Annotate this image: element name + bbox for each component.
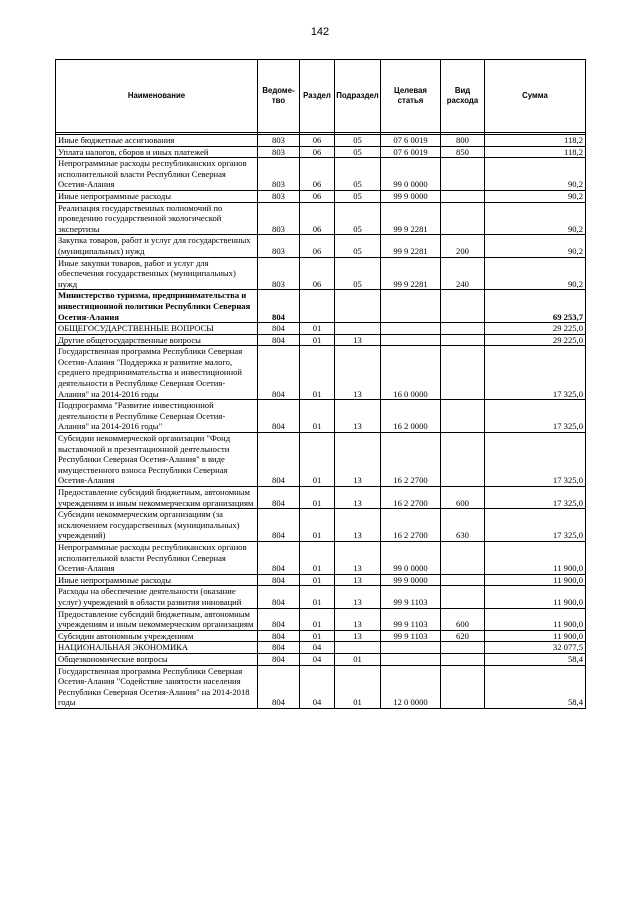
cell-target: 99 9 1103 [381, 586, 441, 608]
cell-section: 04 [300, 665, 335, 708]
cell-target: 99 0 0000 [381, 541, 441, 574]
cell-sum: 11 900,0 [485, 574, 586, 586]
cell-dept: 803 [258, 257, 300, 290]
cell-section: 06 [300, 135, 335, 147]
cell-target [381, 334, 441, 346]
cell-name: Расходы на обеспечение деятельности (оказание услуг) учреждений в области развития инноваций [56, 586, 258, 608]
cell-name: Предоставление субсидий бюджетным, автономным учреждениям и иным некоммерческим организациям [56, 608, 258, 630]
cell-dept: 803 [258, 158, 300, 191]
cell-exptype [441, 190, 485, 202]
cell-sum: 29 225,0 [485, 334, 586, 346]
cell-subsection: 13 [335, 541, 381, 574]
cell-subsection: 13 [335, 346, 381, 400]
cell-subsection: 01 [335, 665, 381, 708]
cell-dept: 804 [258, 509, 300, 542]
cell-dept: 804 [258, 665, 300, 708]
table-row [56, 146, 586, 158]
table-body [56, 135, 586, 709]
header-target: Целевая статья [381, 60, 441, 133]
cell-exptype: 800 [441, 135, 485, 147]
cell-name: Субсидии некоммерческой организации "Фонд выставочной и презентационной деятельности Республики Северная Осетия-Алания" в виде имущественного взноса Республики Северная Осетия-Алания [56, 433, 258, 487]
header-exptype: Вид расхода [441, 60, 485, 133]
table-row [56, 323, 586, 335]
cell-exptype: 200 [441, 235, 485, 257]
cell-section: 04 [300, 642, 335, 654]
cell-dept: 804 [258, 433, 300, 487]
cell-dept: 804 [258, 334, 300, 346]
table-row [56, 190, 586, 202]
cell-section: 06 [300, 158, 335, 191]
cell-exptype [441, 433, 485, 487]
table-row [56, 574, 586, 586]
cell-section: 01 [300, 574, 335, 586]
cell-target: 99 9 0000 [381, 190, 441, 202]
cell-exptype [441, 334, 485, 346]
cell-subsection: 05 [335, 135, 381, 147]
table-row [56, 586, 586, 608]
cell-subsection: 13 [335, 586, 381, 608]
cell-sum: 17 325,0 [485, 346, 586, 400]
cell-sum: 17 325,0 [485, 509, 586, 542]
cell-target: 99 9 0000 [381, 574, 441, 586]
table-row [56, 433, 586, 487]
cell-sum: 17 325,0 [485, 433, 586, 487]
cell-dept: 804 [258, 400, 300, 433]
cell-subsection: 13 [335, 630, 381, 642]
cell-exptype [441, 202, 485, 235]
cell-target: 99 9 2281 [381, 235, 441, 257]
cell-section: 01 [300, 400, 335, 433]
cell-sum: 69 253,7 [485, 290, 586, 323]
cell-dept: 804 [258, 346, 300, 400]
cell-section: 01 [300, 586, 335, 608]
cell-subsection: 05 [335, 235, 381, 257]
cell-subsection: 13 [335, 334, 381, 346]
cell-name: Иные непрограммные расходы [56, 190, 258, 202]
cell-subsection: 05 [335, 202, 381, 235]
cell-section: 01 [300, 433, 335, 487]
cell-section: 01 [300, 630, 335, 642]
cell-dept: 804 [258, 653, 300, 665]
table-row [56, 509, 586, 542]
cell-target: 12 0 0000 [381, 665, 441, 708]
cell-target: 16 2 2700 [381, 487, 441, 509]
cell-section: 01 [300, 608, 335, 630]
cell-section: 01 [300, 541, 335, 574]
cell-exptype [441, 642, 485, 654]
cell-name: Предоставление субсидий бюджетным, автономным учреждениям и иным некоммерческим организациям [56, 487, 258, 509]
cell-name: Уплата налогов, сборов и иных платежей [56, 146, 258, 158]
cell-exptype: 240 [441, 257, 485, 290]
table-row [56, 158, 586, 191]
header-dept: Ведоме-тво [258, 60, 300, 133]
cell-section: 06 [300, 257, 335, 290]
cell-name: ОБЩЕГОСУДАРСТВЕННЫЕ ВОПРОСЫ [56, 323, 258, 335]
cell-name: Закупка товаров, работ и услуг для государственных (муниципальных) нужд [56, 235, 258, 257]
table-row [56, 653, 586, 665]
cell-sum: 11 900,0 [485, 541, 586, 574]
cell-exptype: 630 [441, 509, 485, 542]
cell-subsection: 13 [335, 574, 381, 586]
cell-name: НАЦИОНАЛЬНАЯ ЭКОНОМИКА [56, 642, 258, 654]
table-row [56, 630, 586, 642]
cell-exptype [441, 574, 485, 586]
cell-section [300, 290, 335, 323]
cell-sum: 90,2 [485, 235, 586, 257]
cell-dept: 803 [258, 135, 300, 147]
page-number: 142 [310, 26, 330, 38]
cell-sum: 17 325,0 [485, 487, 586, 509]
cell-dept: 804 [258, 487, 300, 509]
cell-target: 99 9 2281 [381, 257, 441, 290]
table-row [56, 202, 586, 235]
cell-target: 99 9 2281 [381, 202, 441, 235]
cell-section: 01 [300, 323, 335, 335]
cell-sum: 11 900,0 [485, 608, 586, 630]
cell-section: 04 [300, 653, 335, 665]
table-row [56, 235, 586, 257]
cell-sum: 17 325,0 [485, 400, 586, 433]
cell-sum: 90,2 [485, 190, 586, 202]
cell-name: Субсидии автономным учреждениям [56, 630, 258, 642]
cell-dept: 804 [258, 608, 300, 630]
cell-sum: 58,4 [485, 653, 586, 665]
cell-subsection: 13 [335, 608, 381, 630]
cell-name: Иные бюджетные ассигнования [56, 135, 258, 147]
table-row [56, 665, 586, 708]
cell-exptype [441, 586, 485, 608]
header-subsection: Подраздел [335, 60, 381, 133]
cell-target [381, 653, 441, 665]
cell-name: Подпрограмма "Развитие инвестиционной деятельности в Республике Северная Осетия-Алания" на 2014-2016 годы" [56, 400, 258, 433]
cell-section: 06 [300, 190, 335, 202]
cell-target: 16 0 0000 [381, 346, 441, 400]
cell-exptype [441, 541, 485, 574]
cell-section: 06 [300, 202, 335, 235]
cell-sum: 118,2 [485, 146, 586, 158]
cell-sum: 90,2 [485, 257, 586, 290]
cell-target: 99 0 0000 [381, 158, 441, 191]
cell-section: 06 [300, 235, 335, 257]
cell-subsection: 05 [335, 190, 381, 202]
cell-exptype [441, 653, 485, 665]
cell-name: Государственная программа Республики Северная Осетия-Алания "Поддержка и развитие малого, среднего предпринимательства и инвестиционной деятельности в Республике Северная Осетия-Алания" на 2014-2016 годы [56, 346, 258, 400]
cell-target: 16 2 2700 [381, 509, 441, 542]
cell-subsection: 05 [335, 158, 381, 191]
cell-exptype: 850 [441, 146, 485, 158]
cell-exptype: 600 [441, 608, 485, 630]
cell-dept: 804 [258, 586, 300, 608]
cell-name: Государственная программа Республики Северная Осетия-Алания "Содействие занятости населения Республики Северная Осетия-Алания" на 2014-2018 годы [56, 665, 258, 708]
cell-sum: 118,2 [485, 135, 586, 147]
cell-name: Иные закупки товаров, работ и услуг для обеспечения государственных (муниципальных) нужд [56, 257, 258, 290]
table-row [56, 487, 586, 509]
cell-sum: 32 077,5 [485, 642, 586, 654]
cell-target: 99 9 1103 [381, 608, 441, 630]
cell-subsection: 05 [335, 146, 381, 158]
cell-subsection: 13 [335, 509, 381, 542]
cell-name: Иные непрограммные расходы [56, 574, 258, 586]
cell-dept: 804 [258, 574, 300, 586]
cell-subsection [335, 290, 381, 323]
cell-subsection [335, 323, 381, 335]
cell-dept: 804 [258, 290, 300, 323]
cell-target: 99 9 1103 [381, 630, 441, 642]
cell-name: Общеэкономические вопросы [56, 653, 258, 665]
cell-dept: 803 [258, 190, 300, 202]
cell-exptype [441, 400, 485, 433]
table-row [56, 541, 586, 574]
cell-subsection: 01 [335, 653, 381, 665]
cell-exptype: 600 [441, 487, 485, 509]
cell-name: Другие общегосударственные вопросы [56, 334, 258, 346]
cell-name: Непрограммные расходы республиканских органов исполнительной власти Республики Северная Осетия-Алания [56, 541, 258, 574]
cell-sum: 11 900,0 [485, 630, 586, 642]
table-row [56, 642, 586, 654]
table-row [56, 257, 586, 290]
cell-dept: 803 [258, 146, 300, 158]
cell-target: 07 6 0019 [381, 135, 441, 147]
cell-subsection [335, 642, 381, 654]
cell-section: 01 [300, 334, 335, 346]
header-name: Наименование [56, 60, 258, 133]
cell-target [381, 642, 441, 654]
table-row [56, 608, 586, 630]
cell-exptype [441, 665, 485, 708]
cell-exptype: 620 [441, 630, 485, 642]
cell-name: Реализация государственных полномочий по проведению государственной экологической экспертизы [56, 202, 258, 235]
table-header-row [56, 60, 586, 133]
cell-target: 16 2 0000 [381, 400, 441, 433]
cell-sum: 11 900,0 [485, 586, 586, 608]
table-row [56, 346, 586, 400]
cell-dept: 804 [258, 323, 300, 335]
table-row [56, 400, 586, 433]
header-sum: Сумма [485, 60, 586, 133]
cell-section: 06 [300, 146, 335, 158]
cell-exptype [441, 323, 485, 335]
cell-name: Субсидии некоммерческим организациям (за исключением государственных (муниципальных) учреждений) [56, 509, 258, 542]
cell-target [381, 323, 441, 335]
cell-dept: 804 [258, 642, 300, 654]
cell-name: Непрограммные расходы республиканских органов исполнительной власти Республики Северная Осетия-Алания [56, 158, 258, 191]
cell-exptype [441, 158, 485, 191]
cell-sum: 90,2 [485, 158, 586, 191]
cell-subsection: 13 [335, 433, 381, 487]
cell-section: 01 [300, 487, 335, 509]
header-section: Раздел [300, 60, 335, 133]
cell-dept: 804 [258, 630, 300, 642]
table-row [56, 135, 586, 147]
cell-target: 16 2 2700 [381, 433, 441, 487]
cell-subsection: 05 [335, 257, 381, 290]
cell-name: Министерство туризма, предпринимательства и инвестиционной политики Республики Северная Осетия-Алания [56, 290, 258, 323]
cell-subsection: 13 [335, 487, 381, 509]
cell-dept: 803 [258, 202, 300, 235]
budget-table [55, 59, 586, 709]
table-row [56, 334, 586, 346]
cell-target [381, 290, 441, 323]
cell-sum: 58,4 [485, 665, 586, 708]
cell-section: 01 [300, 346, 335, 400]
cell-dept: 803 [258, 235, 300, 257]
cell-dept: 804 [258, 541, 300, 574]
cell-sum: 90,2 [485, 202, 586, 235]
cell-target: 07 6 0019 [381, 146, 441, 158]
cell-exptype [441, 290, 485, 323]
cell-section: 01 [300, 509, 335, 542]
table-row [56, 290, 586, 323]
cell-exptype [441, 346, 485, 400]
cell-sum: 29 225,0 [485, 323, 586, 335]
cell-subsection: 13 [335, 400, 381, 433]
